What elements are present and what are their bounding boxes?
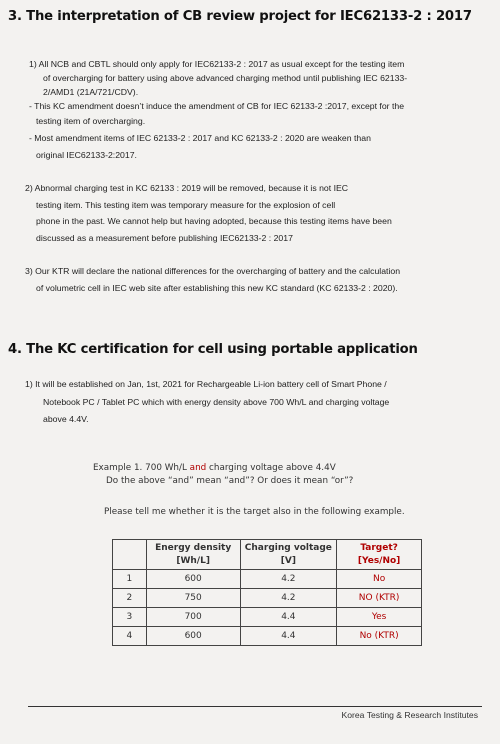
table-header-cell: Energy density [Wh/L] — [146, 540, 240, 570]
example-line-2: Do the above “and” mean “and”? Or does it mean “or”? — [106, 476, 354, 486]
table-cell: 600 — [146, 570, 240, 589]
section-3-item-1-line-1: 1) All NCB and CBTL should only apply for IEC62133-2 : 2017 as usual except for the testing item — [29, 59, 405, 69]
table-row — [113, 570, 422, 589]
table-row — [113, 608, 422, 627]
section-4-item-1-line-2: Notebook PC / Tablet PC which with energy density above 700 Wh/L and charging voltage — [43, 397, 390, 407]
footer-divider — [28, 706, 482, 707]
table-cell: 2 — [113, 589, 147, 608]
table-row — [113, 589, 422, 608]
table-cell: 4.4 — [240, 627, 337, 646]
example-line-1 — [93, 462, 336, 475]
table-cell: 4.2 — [240, 570, 337, 589]
table-cell: Yes — [337, 608, 422, 627]
section-3-item-1-line-2: of overcharging for battery using above advanced charging method until publishing IEC 62133- — [43, 73, 408, 83]
table-cell: 4.2 — [240, 589, 337, 608]
section-3-item-2-line-2: testing item. This testing item was temporary measure for the explosion of cell — [36, 200, 336, 210]
section-4-item-1-line-3: above 4.4V. — [43, 414, 89, 424]
table-cell: 3 — [113, 608, 147, 627]
table-cell: No — [337, 570, 422, 589]
footer-organization: Korea Testing & Research Institutes — [341, 710, 478, 720]
section-3-note-2-line-1: - Most amendment items of IEC 62133-2 : 2017 and KC 62133-2 : 2020 are weaken than — [29, 133, 371, 143]
section-3-note-2-line-2: original IEC62133-2:2017. — [36, 150, 137, 160]
section-3-item-2-line-4: discussed as a measurement before publishing IEC62133-2 : 2017 — [36, 233, 293, 243]
table-header-cell: Charging voltage [V] — [240, 540, 337, 570]
table-header-cell — [113, 540, 147, 570]
table-row — [113, 627, 422, 646]
section-3-heading: 3. The interpretation of CB review project for IEC62133-2 : 2017 — [8, 9, 472, 24]
section-4-item-1-line-1: 1) It will be established on Jan, 1st, 2021 for Rechargeable Li-ion battery cell of Smart Phone / — [25, 379, 387, 389]
table-cell: 1 — [113, 570, 147, 589]
table-cell: 750 — [146, 589, 240, 608]
section-3-note-1-line-1: - This KC amendment doesn’t induce the amendment of CB for IEC 62133-2 :2017, except for the — [29, 101, 405, 111]
table-header-cell: Target? [Yes/No] — [337, 540, 422, 570]
section-4-heading: 4. The KC certification for cell using portable application — [8, 342, 418, 357]
example-line-1-end: charging voltage above 4.4V — [206, 463, 336, 473]
table-cell: 4.4 — [240, 608, 337, 627]
table-cell: 600 — [146, 627, 240, 646]
table-cell: No (KTR) — [337, 627, 422, 646]
section-3-item-3-line-2: of volumetric cell in IEC web site after establishing this new KC standard (KC 62133-2 : 2020). — [36, 283, 398, 293]
section-3-item-2-line-3: phone in the past. We cannot help but having adopted, because this testing items have been — [36, 216, 392, 226]
example-line-3: Please tell me whether it is the target also in the following example. — [104, 507, 405, 517]
example-and-word: and — [189, 463, 207, 473]
example-line-1-start: Example 1. 700 Wh/L — [93, 463, 190, 473]
criteria-table — [112, 539, 422, 646]
table-cell: 700 — [146, 608, 240, 627]
table-header-row — [113, 540, 422, 570]
table-cell: NO (KTR) — [337, 589, 422, 608]
section-3-note-1-line-2: testing item of overcharging. — [36, 116, 146, 126]
table-cell: 4 — [113, 627, 147, 646]
section-3-item-2-line-1: 2) Abnormal charging test in KC 62133 : 2019 will be removed, because it is not IEC — [25, 183, 349, 193]
section-3-item-3-line-1: 3) Our KTR will declare the national differences for the overcharging of battery and the calculation — [25, 266, 401, 276]
section-3-item-1-line-3: 2/AMD1 (21A/721/CDV). — [43, 87, 139, 97]
